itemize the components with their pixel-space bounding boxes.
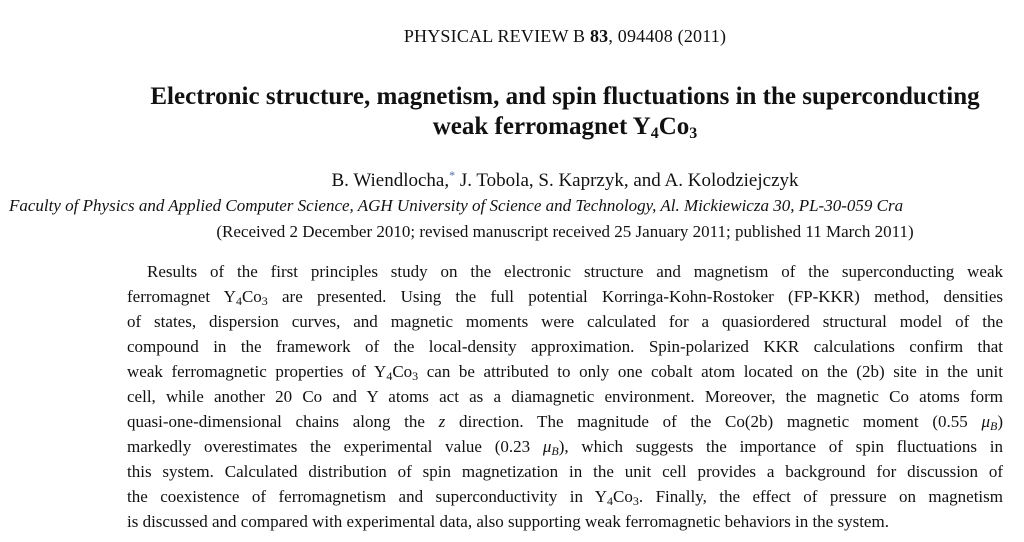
paper-title bbox=[110, 82, 1020, 142]
subscript: 3 bbox=[412, 369, 419, 383]
abstract-line: is discussed and compared with experimental data, also supporting weak ferromagnetic behaviors in the system. bbox=[127, 512, 889, 531]
abstract-text: ), which suggests the importance of spin fluctuations in bbox=[558, 437, 1003, 456]
abstract-text: Co bbox=[241, 287, 262, 306]
title-text: Co bbox=[658, 113, 690, 140]
subscript: B bbox=[989, 419, 998, 433]
mu-b-symbol bbox=[543, 437, 559, 456]
abstract-line bbox=[127, 484, 1003, 509]
author-first: B. Wiendlocha, bbox=[331, 170, 450, 191]
abstract-text: ) bbox=[997, 412, 1003, 431]
subscript: 4 bbox=[386, 369, 393, 383]
title-subscript: 3 bbox=[689, 125, 698, 142]
author-rest: J. Tobola, S. Kaprzyk, and A. Kolodziejczyk bbox=[455, 170, 799, 191]
journal-article: , 094408 (2011) bbox=[608, 26, 727, 46]
subscript: 3 bbox=[261, 294, 268, 308]
abstract-line: this system. Calculated distribution of spin magnetization in the unit cell provides a background for discussion of bbox=[127, 462, 1003, 481]
journal-header bbox=[0, 26, 1024, 47]
mu-b-symbol bbox=[981, 412, 997, 431]
subscript: B bbox=[551, 444, 559, 458]
abstract-text: markedly overestimates the experimental value (0.23 bbox=[127, 437, 543, 456]
abstract-line bbox=[127, 284, 1003, 309]
abstract-text: are presented. Using the full potential Korringa-Kohn-Rostoker (FP-KKR) method, densities bbox=[267, 287, 1003, 306]
abstract-text: . Finally, the effect of pressure on magnetism bbox=[638, 487, 1003, 506]
title-subscript: 4 bbox=[650, 125, 659, 142]
affiliation: Faculty of Physics and Applied Computer Science, AGH University of Science and Technology, Al. Mickiewicza 30, PL-30-059 Cra bbox=[9, 196, 904, 215]
abstract-text: quasi-one-dimensional chains along the bbox=[127, 412, 439, 431]
author-list bbox=[0, 170, 1024, 192]
abstract-line: Results of the first principles study on the electronic structure and magnetism of the superconducting weak bbox=[147, 262, 1003, 281]
title-line-1: Electronic structure, magnetism, and spin fluctuations in the superconducting bbox=[150, 83, 980, 110]
abstract-text: ferromagnet Y bbox=[127, 287, 236, 306]
mu-symbol: μ bbox=[542, 437, 552, 456]
title-line-2 bbox=[433, 113, 698, 140]
abstract bbox=[127, 259, 1003, 534]
journal-name: PHYSICAL REVIEW B bbox=[403, 26, 586, 46]
abstract-line: compound in the framework of the local-density approximation. Spin-polarized KKR calculations confirm that bbox=[127, 337, 1003, 356]
abstract-text: direction. The magnitude of the Co(2b) magnetic moment (0.55 bbox=[445, 412, 982, 431]
abstract-text: Co bbox=[613, 487, 633, 506]
corresponding-author-link[interactable]: * bbox=[449, 168, 456, 182]
abstract-text: the coexistence of ferromagnetism and superconductivity in Y bbox=[127, 487, 608, 506]
abstract-line bbox=[127, 359, 1003, 384]
abstract-text: weak ferromagnetic properties of Y bbox=[127, 362, 387, 381]
subscript: 4 bbox=[235, 294, 242, 308]
subscript: 3 bbox=[632, 494, 639, 508]
title-text: weak ferromagnet Y bbox=[432, 113, 651, 140]
subscript: 4 bbox=[607, 494, 614, 508]
received-dates: (Received 2 December 2010; revised manuscript received 25 January 2011; published 11 March 2011) bbox=[216, 222, 914, 241]
abstract-line bbox=[127, 434, 1003, 459]
abstract-text: can be attributed to only one cobalt atom located on the (2b) site in the unit bbox=[418, 362, 1003, 381]
variable-z: z bbox=[438, 412, 446, 431]
journal-volume: 83 bbox=[589, 26, 609, 46]
abstract-line: of states, dispersion curves, and magnetic moments were calculated for a quasiordered structural model of the bbox=[127, 312, 1003, 331]
mu-symbol: μ bbox=[981, 412, 990, 431]
abstract-line: cell, while another 20 Co and Y atoms act as a diamagnetic environment. Moreover, the magnetic Co atoms form bbox=[127, 387, 1003, 406]
abstract-line bbox=[127, 409, 1003, 434]
abstract-text: Co bbox=[392, 362, 413, 381]
